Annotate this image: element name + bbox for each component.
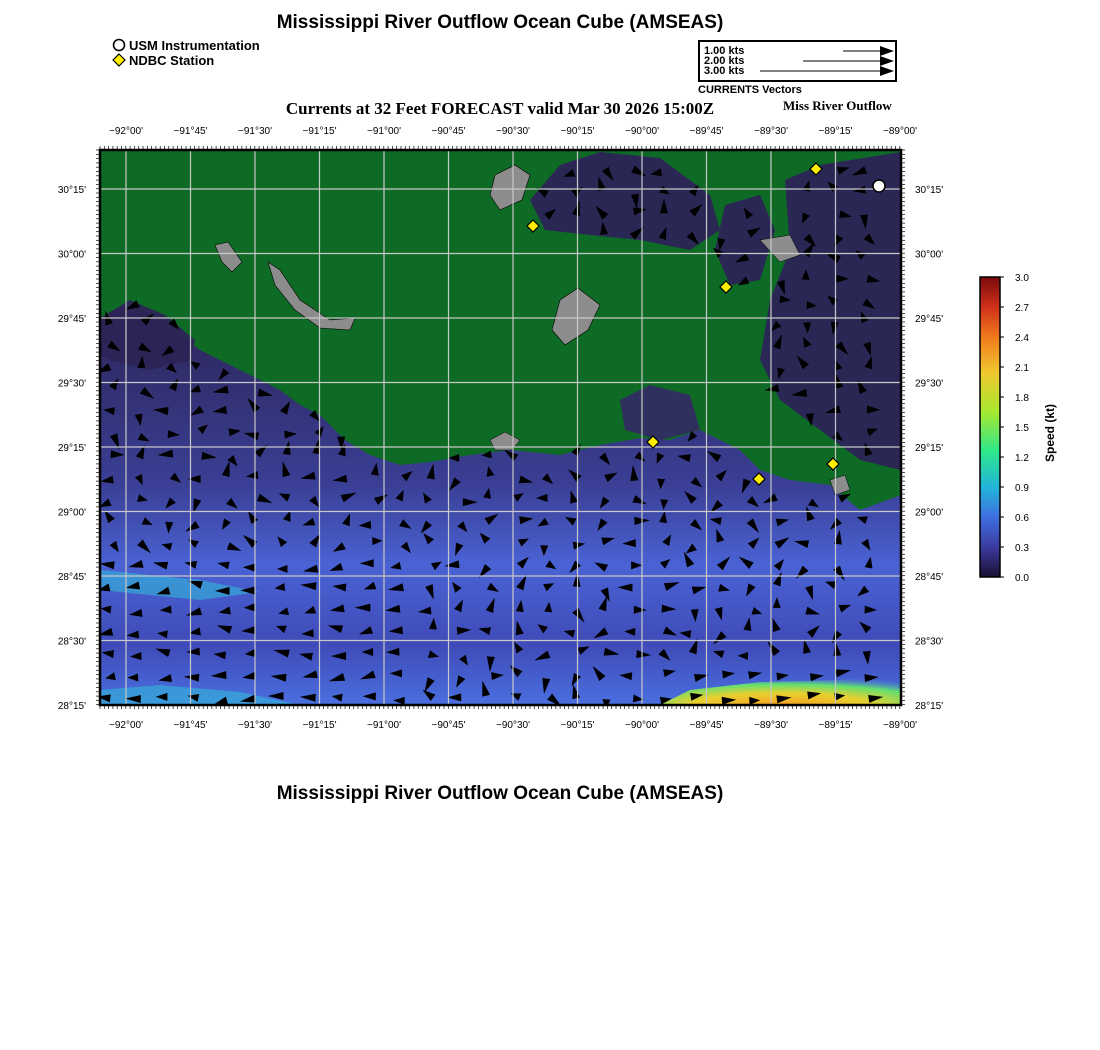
region-label: Miss River Outflow [783, 98, 892, 113]
colorbar-tick-label: 0.0 [1015, 573, 1029, 584]
lat-tick-label: 28°45' [915, 572, 944, 583]
lat-tick-label: 29°00' [915, 507, 944, 519]
lon-tick-label: −89°15' [818, 126, 853, 137]
legend-usm-label: USM Instrumentation [129, 38, 260, 53]
lon-tick-label: −91°00' [367, 720, 401, 731]
lat-labels-left [58, 185, 86, 712]
colorbar-tick-label: 2.1 [1015, 363, 1029, 374]
lat-tick-label: 28°45' [57, 572, 86, 583]
lon-tick-label: −90°45' [431, 126, 466, 137]
lon-tick-label: −89°45' [689, 720, 724, 731]
lat-tick-label: 30°15' [57, 185, 86, 196]
lat-tick-label: 29°00' [57, 507, 86, 519]
chart-title-repeat: Mississippi River Outflow Ocean Cube (AMSEAS) [276, 783, 724, 804]
lon-tick-label: −90°45' [431, 720, 466, 731]
vector-key-row: 3.00 kts [704, 65, 745, 77]
lon-tick-label: −90°00' [625, 720, 659, 731]
colorbar-tick-label: 2.4 [1015, 333, 1029, 344]
lat-tick-label: 28°30' [915, 636, 944, 648]
colorbar [980, 273, 1029, 584]
lat-tick-label: 30°00' [915, 249, 944, 261]
lon-tick-label: −91°15' [302, 126, 337, 137]
map-subtitle: Currents at 32 Feet FORECAST valid Mar 30 2026 15:00Z [285, 99, 715, 118]
lon-tick-label: −89°45' [689, 126, 724, 137]
usm-station-icon[interactable] [873, 180, 885, 192]
lon-tick-label: −89°30' [754, 720, 788, 731]
lat-labels-right [915, 185, 943, 712]
lon-tick-label: −90°15' [560, 126, 595, 137]
lat-tick-label: 28°15' [57, 701, 86, 712]
lat-tick-label: 30°00' [57, 249, 86, 261]
colorbar-tick-label: 1.2 [1015, 453, 1029, 464]
lat-tick-label: 29°30' [915, 378, 944, 390]
colorbar-tick-label: 1.8 [1015, 393, 1029, 404]
colorbar-title: Speed (kt) [1043, 403, 1057, 462]
lon-tick-label: −89°00' [883, 720, 917, 731]
colorbar-scale [980, 277, 1000, 577]
lat-tick-label: 29°15' [57, 443, 86, 454]
lat-tick-label: 29°45' [57, 314, 86, 325]
colorbar-tick-label: 0.3 [1015, 543, 1029, 554]
colorbar-tick-label: 1.5 [1015, 423, 1029, 434]
lat-tick-label: 29°30' [57, 378, 86, 390]
lat-tick-label: 28°30' [57, 636, 86, 648]
colorbar-tick-label: 0.9 [1015, 483, 1029, 494]
colorbar-ticks [1000, 273, 1029, 584]
lon-tick-label: −91°30' [238, 126, 272, 137]
lon-tick-label: −90°15' [560, 720, 595, 731]
lat-tick-label: 30°15' [915, 185, 944, 196]
vector-key-row: 2.00 kts [704, 55, 745, 67]
colorbar-tick-label: 0.6 [1015, 513, 1029, 524]
colorbar-tick-label: 3.0 [1015, 273, 1029, 284]
vector-key-row: 1.00 kts [704, 45, 745, 57]
lon-tick-label: −92°00' [109, 126, 143, 137]
vector-key-caption: CURRENTS Vectors [698, 84, 802, 96]
lat-tick-label: 29°15' [915, 443, 944, 454]
lon-tick-label: −91°45' [173, 720, 208, 731]
lat-tick-label: 28°15' [915, 701, 944, 712]
lon-tick-label: −90°30' [496, 126, 530, 137]
lat-tick-label: 29°45' [915, 314, 944, 325]
lon-tick-label: −89°30' [754, 126, 788, 137]
colorbar-tick-label: 2.7 [1015, 303, 1029, 314]
lon-labels-bottom [109, 720, 917, 731]
lon-tick-label: −90°00' [625, 126, 659, 137]
lon-tick-label: −91°30' [238, 720, 272, 731]
chart-title: Mississippi River Outflow Ocean Cube (AMSEAS) [276, 12, 724, 33]
lon-tick-label: −90°30' [496, 720, 530, 731]
lon-tick-label: −89°15' [818, 720, 853, 731]
lon-tick-label: −91°15' [302, 720, 337, 731]
lon-labels-top [109, 126, 917, 137]
lon-tick-label: −92°00' [109, 720, 143, 731]
lon-tick-label: −89°00' [883, 126, 917, 137]
lon-tick-label: −91°45' [173, 126, 208, 137]
lon-tick-label: −91°00' [367, 126, 401, 137]
legend-ndbc-label: NDBC Station [129, 53, 215, 68]
